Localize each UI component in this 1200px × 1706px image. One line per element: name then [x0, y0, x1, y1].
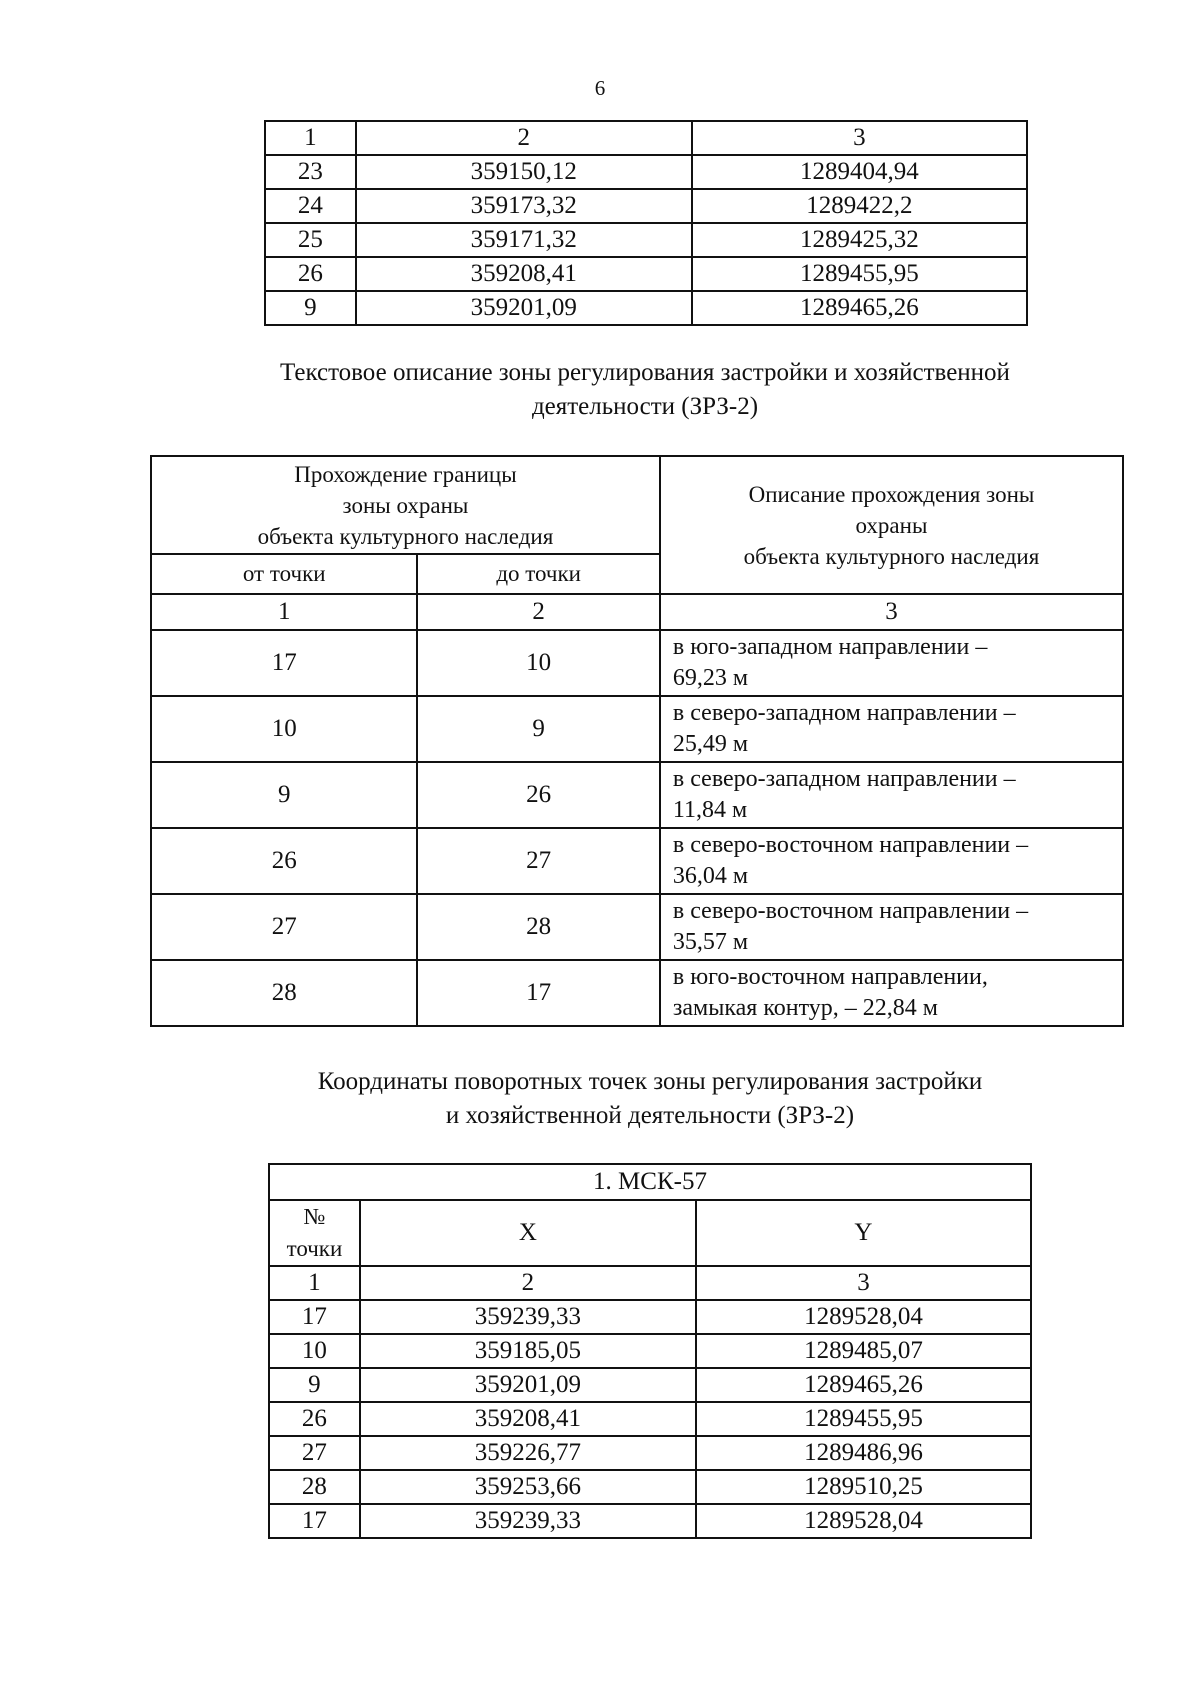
table-cell: 2	[360, 1266, 696, 1300]
header-line: объекта культурного наследия	[257, 523, 554, 549]
table-row	[151, 762, 1123, 828]
table-row	[151, 894, 1123, 960]
boundary-passage-header	[151, 456, 660, 554]
description-line: 25,49 м	[672, 731, 749, 757]
to-point-cell: 26	[417, 762, 659, 828]
table-cell: 3	[696, 1266, 1031, 1300]
table-cell: 27	[269, 1436, 360, 1470]
table-cell: 1289455,95	[692, 257, 1027, 291]
description-cell	[660, 960, 1123, 1026]
table-row	[151, 960, 1123, 1026]
description-line: в юго-восточном направлении,	[672, 964, 988, 990]
to-point-cell: 27	[417, 828, 659, 894]
description-cell	[660, 696, 1123, 762]
table-cell: 23	[265, 155, 356, 189]
table-cell: 1	[151, 594, 417, 630]
header-line: точки	[286, 1236, 343, 1261]
table-cell: 359201,09	[356, 291, 692, 325]
table-cell: 1289510,25	[696, 1470, 1031, 1504]
table-cell: 10	[269, 1334, 360, 1368]
coordinates-table-continued	[264, 120, 1028, 326]
description-line: в северо-восточном направлении –	[672, 832, 1029, 858]
table-row	[269, 1368, 1031, 1402]
table-cell: 359239,33	[360, 1504, 696, 1538]
from-point-cell: 27	[151, 894, 417, 960]
header-line: Описание прохождения зоны	[748, 481, 1035, 507]
from-point-cell: 17	[151, 630, 417, 696]
table-cell: 3	[660, 594, 1123, 630]
table-cell: 359201,09	[360, 1368, 696, 1402]
table-cell: 26	[269, 1402, 360, 1436]
table-cell: 9	[269, 1368, 360, 1402]
table-cell: 359208,41	[356, 257, 692, 291]
from-point-cell: 10	[151, 696, 417, 762]
table-row	[265, 155, 1027, 189]
table-index-row	[269, 1266, 1031, 1300]
table-cell: 1289486,96	[696, 1436, 1031, 1470]
description-cell	[660, 828, 1123, 894]
header-line: зоны охраны	[342, 492, 469, 518]
table-cell: 2	[356, 121, 692, 155]
table-row	[269, 1504, 1031, 1538]
table-header-row	[265, 121, 1027, 155]
to-point-header: до точки	[417, 554, 659, 594]
table-cell: 1289485,07	[696, 1334, 1031, 1368]
table-cell: 1289528,04	[696, 1504, 1031, 1538]
table-row	[269, 1402, 1031, 1436]
header-line: охраны	[855, 512, 928, 538]
table-cell: 9	[265, 291, 356, 325]
table-row	[265, 257, 1027, 291]
table-row	[151, 828, 1123, 894]
table-cell: 2	[417, 594, 659, 630]
table-cell: 1289465,26	[696, 1368, 1031, 1402]
table-row	[265, 291, 1027, 325]
point-number-header	[269, 1200, 360, 1266]
description-line: 11,84 м	[672, 797, 748, 823]
table-row	[265, 189, 1027, 223]
table-cell: 1289465,26	[692, 291, 1027, 325]
boundary-description-table	[150, 455, 1124, 1027]
table-cell: 359150,12	[356, 155, 692, 189]
table-index-row	[151, 594, 1123, 630]
to-point-cell: 28	[417, 894, 659, 960]
description-line: 36,04 м	[672, 863, 749, 889]
table-cell: 28	[269, 1470, 360, 1504]
description-line: 35,57 м	[672, 929, 749, 955]
description-cell	[660, 762, 1123, 828]
table-cell: 359253,66	[360, 1470, 696, 1504]
description-cell	[660, 630, 1123, 696]
description-line: замыкая контур, – 22,84 м	[672, 995, 938, 1021]
header-line: №	[303, 1204, 326, 1229]
heading-line: Текстовое описание зоны регулирования застройки и хозяйственной	[280, 359, 1010, 386]
table-cell: 359185,05	[360, 1334, 696, 1368]
y-header: Y	[696, 1200, 1031, 1266]
description-header	[660, 456, 1123, 594]
table-cell: 3	[692, 121, 1027, 155]
table-cell: 17	[269, 1300, 360, 1334]
table-row	[151, 630, 1123, 696]
to-point-cell: 10	[417, 630, 659, 696]
coordinate-system-caption: 1. МСК-57	[269, 1164, 1031, 1200]
description-line: в северо-западном направлении –	[672, 766, 1016, 792]
table-row	[269, 1334, 1031, 1368]
table-row	[269, 1470, 1031, 1504]
description-cell	[660, 894, 1123, 960]
table-header-row	[269, 1200, 1031, 1266]
header-line: объекта культурного наследия	[743, 543, 1040, 569]
table-cell: 25	[265, 223, 356, 257]
heading-line: и хозяйственной деятельности (ЗРЗ-2)	[445, 1102, 855, 1129]
table-cell: 1	[269, 1266, 360, 1300]
from-point-cell: 28	[151, 960, 417, 1026]
description-line: в северо-восточном направлении –	[672, 898, 1029, 924]
table-cell: 359173,32	[356, 189, 692, 223]
heading-line: Координаты поворотных точек зоны регулирования застройки	[317, 1068, 983, 1095]
table-cell: 359226,77	[360, 1436, 696, 1470]
description-line: в юго-западном направлении –	[672, 634, 988, 660]
table-cell: 1289528,04	[696, 1300, 1031, 1334]
page-number: 6	[594, 76, 606, 100]
table-cell: 1289425,32	[692, 223, 1027, 257]
table-cell: 24	[265, 189, 356, 223]
table-cell: 359239,33	[360, 1300, 696, 1334]
table-cell: 17	[269, 1504, 360, 1538]
section-heading-coordinates	[200, 1065, 1100, 1133]
table-cell: 359171,32	[356, 223, 692, 257]
from-point-header: от точки	[151, 554, 417, 594]
heading-line: деятельности (ЗРЗ-2)	[531, 393, 759, 420]
table-caption-row	[269, 1164, 1031, 1200]
table-row	[151, 696, 1123, 762]
description-line: 69,23 м	[672, 665, 749, 691]
table-cell: 1289422,2	[692, 189, 1027, 223]
table-cell: 1289404,94	[692, 155, 1027, 189]
table-cell: 359208,41	[360, 1402, 696, 1436]
section-heading-text-description	[195, 356, 1095, 424]
from-point-cell: 26	[151, 828, 417, 894]
to-point-cell: 17	[417, 960, 659, 1026]
table-row	[269, 1436, 1031, 1470]
table-cell: 1	[265, 121, 356, 155]
description-line: в северо-западном направлении –	[672, 700, 1016, 726]
header-line: Прохождение границы	[294, 461, 517, 487]
to-point-cell: 9	[417, 696, 659, 762]
table-row	[265, 223, 1027, 257]
table-cell: 1289455,95	[696, 1402, 1031, 1436]
table-cell: 26	[265, 257, 356, 291]
table-header-row	[151, 456, 1123, 554]
from-point-cell: 9	[151, 762, 417, 828]
x-header: X	[360, 1200, 696, 1266]
table-row	[269, 1300, 1031, 1334]
turning-points-coordinates-table	[268, 1163, 1032, 1539]
